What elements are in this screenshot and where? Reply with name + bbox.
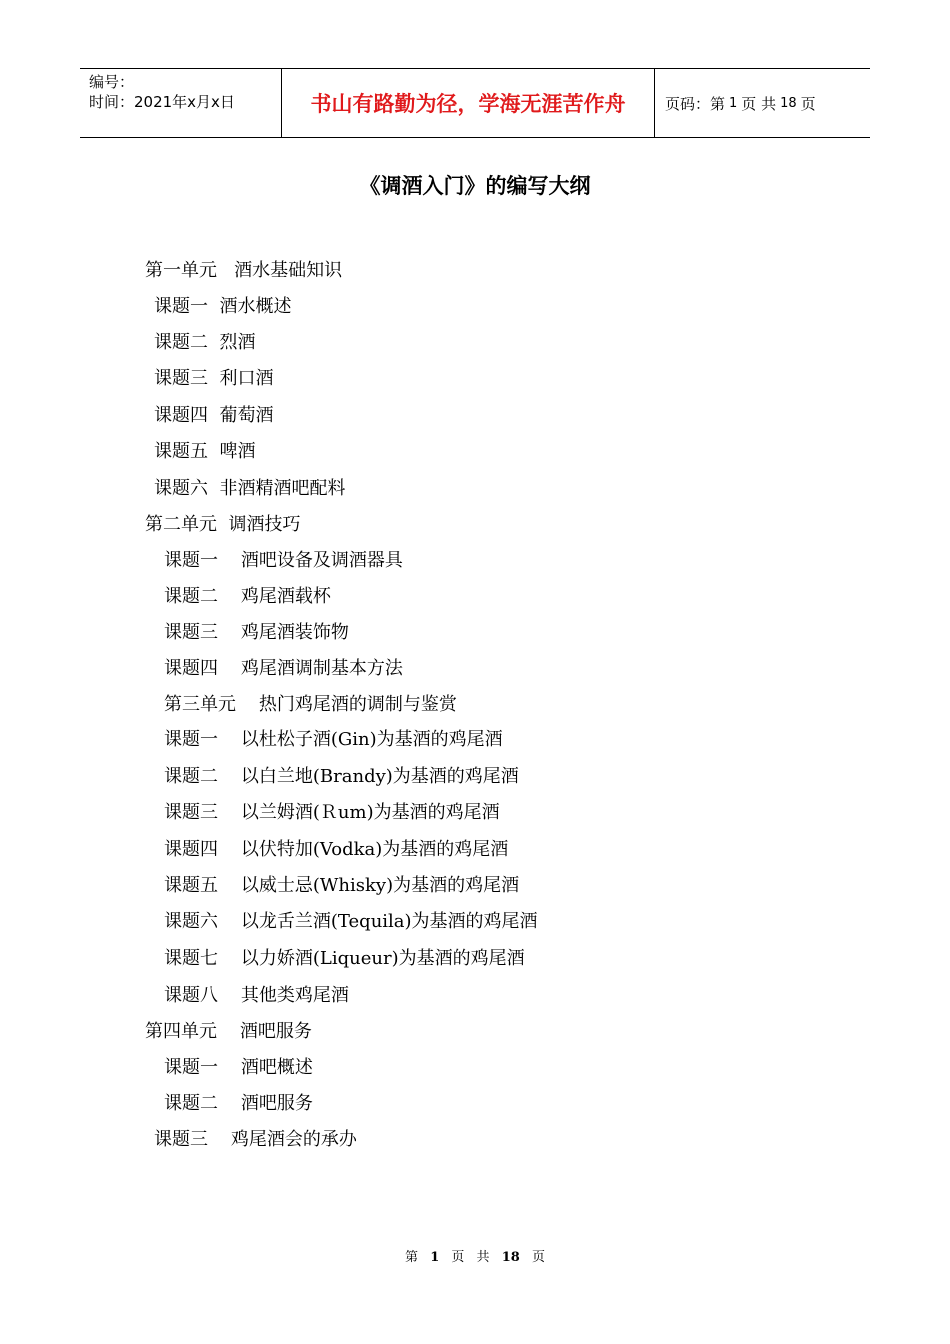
header-page-mid: 页 共: [741, 94, 777, 113]
outline-unit: 第三单元 热门鸡尾酒的调制与鉴赏: [164, 694, 457, 715]
header-page-total: 18: [780, 95, 797, 111]
footer-page-number: 1: [430, 1250, 440, 1265]
footer-gong: 共: [476, 1250, 490, 1265]
page-footer: [0, 1246, 950, 1265]
outline-item: 课题二 酒吧服务: [164, 1093, 313, 1114]
outline-item: 课题三 以兰姆酒(Ｒum)为基酒的鸡尾酒: [164, 802, 500, 823]
outline-item: 课题一 以杜松子酒(Gin)为基酒的鸡尾酒: [164, 729, 503, 750]
outline-item: 课题一 酒水概述: [154, 296, 292, 317]
serial-number-label: 编号：: [89, 73, 135, 91]
outline-item: 课题四 以伏特加(Vodka)为基酒的鸡尾酒: [164, 839, 509, 860]
outline-item: 课题六 以龙舌兰酒(Tequila)为基酒的鸡尾酒: [164, 911, 538, 932]
outline-item: 课题一 酒吧概述: [164, 1057, 313, 1078]
outline-unit: 第一单元 酒水基础知识: [145, 260, 343, 281]
outline-item: 课题二 以白兰地(Brandy)为基酒的鸡尾酒: [164, 766, 519, 787]
page-header: [80, 68, 870, 138]
header-motto: 书山有路勤为径，学海无涯苦作舟: [282, 69, 655, 137]
outline-item: 课题三 鸡尾酒会的承办: [154, 1129, 357, 1150]
outline-item: 课题三 利口酒: [154, 368, 274, 389]
outline-item: 课题六 非酒精酒吧配料: [154, 478, 346, 499]
footer-page-total: 18: [501, 1250, 520, 1265]
footer-di: 第: [405, 1250, 419, 1265]
outline-item: 课题三 鸡尾酒装饰物: [164, 622, 349, 643]
footer-ye2: 页: [531, 1250, 545, 1265]
document-title: 《调酒入门》的编写大纲: [359, 174, 591, 198]
outline-item: 课题四 鸡尾酒调制基本方法: [164, 658, 403, 679]
outline-item: 课题二 烈酒: [154, 332, 256, 353]
outline-item: 课题五 以威士忌(Whisky)为基酒的鸡尾酒: [164, 875, 520, 896]
outline-item: 课题一 酒吧设备及调酒器具: [164, 550, 403, 571]
header-meta: [80, 69, 282, 137]
header-page-info: [655, 69, 870, 137]
date-label: 时间：2021年x月x日: [89, 93, 235, 111]
outline-item: 课题八 其他类鸡尾酒: [164, 985, 349, 1006]
header-page-prefix: 页码：第: [665, 94, 726, 113]
outline-item: 课题五 啤酒: [154, 441, 256, 462]
outline-unit: 第二单元 调酒技巧: [145, 514, 301, 535]
outline-item: 课题二 鸡尾酒载杯: [164, 586, 331, 607]
outline-item: 课题四 葡萄酒: [154, 405, 274, 426]
header-page-suffix: 页: [800, 94, 816, 113]
header-page-number: 1: [729, 95, 738, 111]
outline-unit: 第四单元 酒吧服务: [145, 1021, 312, 1042]
footer-ye: 页: [451, 1250, 465, 1265]
outline-item: 课题七 以力娇酒(Liqueur)为基酒的鸡尾酒: [164, 948, 525, 969]
